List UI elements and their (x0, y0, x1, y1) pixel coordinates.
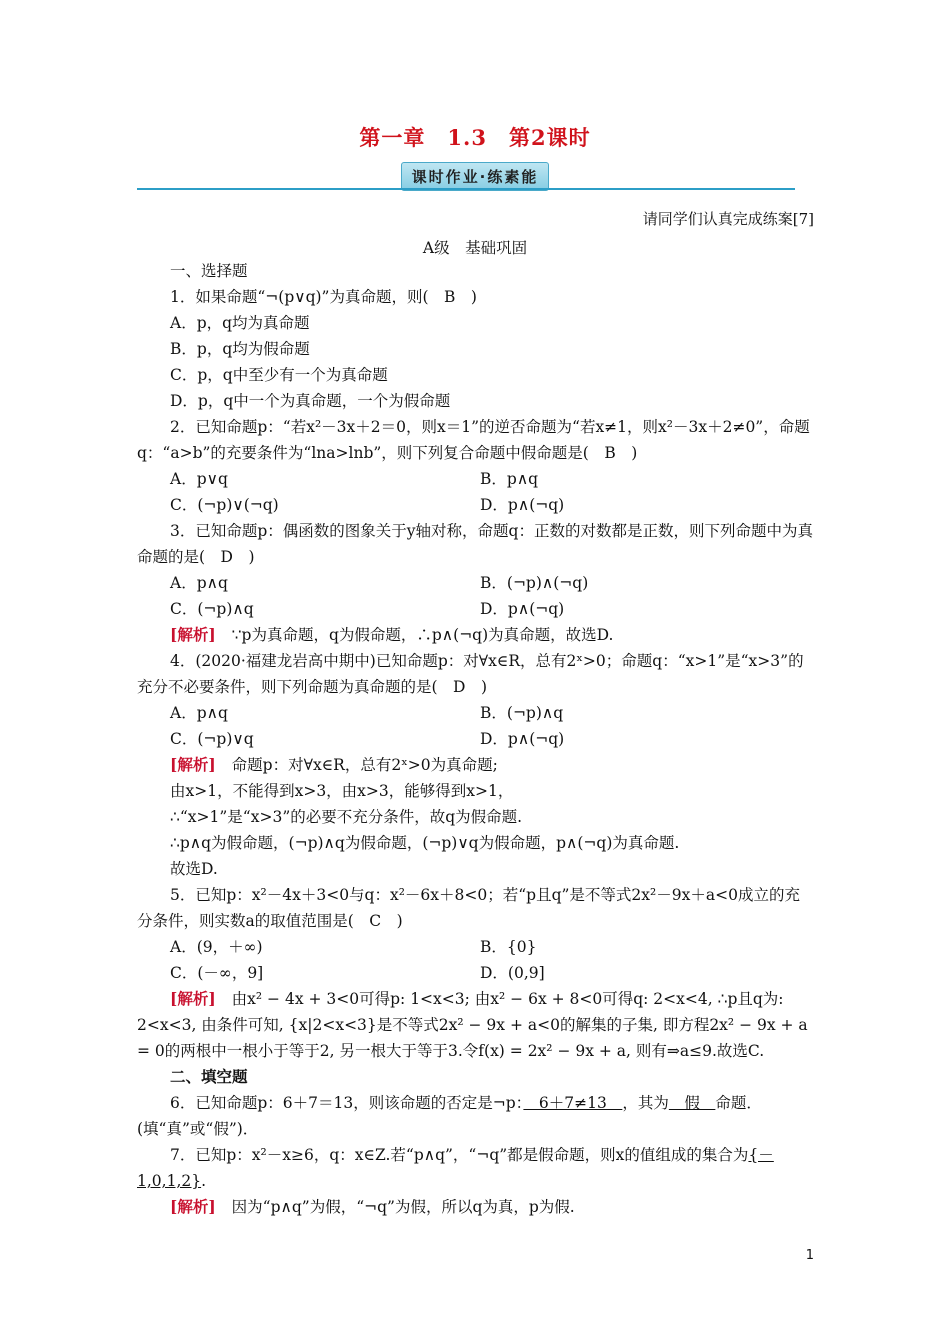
q7-post: . (201, 1172, 207, 1190)
q6-mid: ，其为 (622, 1094, 669, 1112)
q3-analysis-tag: [解析] (170, 625, 216, 644)
q1-stem: 1．如果命题“¬(p∨q)”为真命题，则( B ) (170, 288, 477, 306)
q3-options-row2 (137, 596, 813, 622)
level-heading: A级 基础巩固 (422, 239, 528, 257)
q7-stem (137, 1142, 813, 1194)
q5-option-b: B．{0} (480, 938, 537, 956)
q4-analysis-tag: [解析] (170, 755, 216, 774)
q4-option-d: D．p∧(¬q) (480, 730, 565, 748)
q4-option-b: B．(¬p)∧q (480, 704, 564, 722)
q4-option-a: A．p∧q (170, 704, 228, 722)
q5-analysis-tag: [解析] (170, 989, 216, 1008)
section-choice-heading: 一、选择题 (170, 262, 248, 280)
q2-options-row1 (137, 466, 813, 492)
q4-analysis-line5: 故选D. (170, 860, 218, 878)
q6-pre: 6．已知命题p：6＋7＝13，则该命题的否定是¬p： (170, 1094, 524, 1112)
q7-analysis-text: 因为“p∧q”为假，“¬q”为假，所以q为真，p为假. (231, 1198, 575, 1216)
q6-post: 命题．(填“真”或“假”)． (137, 1094, 762, 1138)
chapter-title: 第一章 1.3 第2课时 (359, 125, 591, 150)
q4-analysis-line3: ∴“x>1”是“x>3”的必要不充分条件，故q为假命题. (170, 808, 523, 826)
q6-stem (137, 1090, 813, 1142)
practice-note: 请同学们认真完成练案[7] (642, 210, 814, 228)
q4-stem: 4．(2020·福建龙岩高中期中)已知命题p：对∀x∈R，总有2ˣ>0；命题q：“x>1”是“x>3”的充分不必要条件，则下列命题为真命题的是( D ) (137, 652, 804, 696)
q2-options-row2 (137, 492, 813, 518)
q5-option-d: D．(0,9] (480, 964, 545, 982)
exercise-content (137, 258, 813, 1220)
q4-analysis-text1: 命题p：对∀x∈R，总有2ˣ>0为真命题; (231, 756, 498, 774)
q4-option-c: C．(¬p)∨q (170, 730, 254, 748)
q5-option-c: C．(－∞，9] (170, 964, 264, 982)
q3-option-c: C．(¬p)∧q (170, 600, 254, 618)
q2-option-b: B．p∧q (480, 470, 539, 488)
page-number: 1 (805, 1248, 814, 1263)
q2-option-d: D．p∧(¬q) (480, 496, 565, 514)
homework-banner: 课时作业·练素能 (401, 162, 550, 191)
q5-options-row1 (137, 934, 813, 960)
q6-blank-negation: 6＋7≠13 (523, 1094, 623, 1112)
q4-analysis-line2: 由x>1，不能得到x>3，由x>3，能够得到x>1， (170, 782, 514, 800)
q4-analysis-line1 (137, 752, 813, 778)
q1-option-c: C．p，q中至少有一个为真命题 (170, 366, 388, 384)
q4-options-row2 (137, 726, 813, 752)
q1-option-a: A．p，q均为真命题 (170, 314, 310, 332)
q5-stem: 5．已知p：x²－4x＋3<0与q：x²－6x＋8<0；若“p且q”是不等式2x²－9x＋a<0成立的充分条件，则实数a的取值范围是( C ) (137, 886, 800, 930)
q7-analysis (137, 1194, 813, 1220)
q7-analysis-tag: [解析] (170, 1197, 216, 1216)
q5-analysis-text: 由x² − 4x + 3<0可得p: 1<x<3; 由x² − 6x + 8<0可得q: 2<x<4, ∴p且q为: 2<x<3, 由条件可知, {x|2<x<3}是不等式2x² − 9x + a<0的解集的子集, 即方程2x² − 9x + a = 0的两根中一根小于等于2, 另一根大于等于3.令f(x) = 2x² − 9x + a, 则有⇒a≤9.故选C. (137, 990, 808, 1060)
q7-pre: 7．已知p：x²－x≥6，q：x∈Z.若“p∧q”，“¬q”都是假命题，则x的值组成的集合为 (170, 1146, 749, 1164)
q3-option-a: A．p∧q (170, 574, 228, 592)
q3-analysis-text: ∵p为真命题，q为假命题，∴p∧(¬q)为真命题，故选D. (231, 626, 614, 644)
q1-option-b: B．p，q均为假命题 (170, 340, 310, 358)
q3-stem: 3．已知命题p：偶函数的图象关于y轴对称，命题q：正数的对数都是正数，则下列命题中为真命题的是( D ) (137, 522, 813, 566)
q4-options-row1 (137, 700, 813, 726)
header-rule (137, 188, 795, 190)
q5-analysis (137, 986, 813, 1064)
q2-stem: 2．已知命题p：“若x²－3x＋2＝0，则x＝1”的逆否命题为“若x≠1，则x²－3x＋2≠0”，命题q：“a>b”的充要条件为“lna>lnb”，则下列复合命题中假命题是( B ) (137, 418, 810, 462)
q5-options-row2 (137, 960, 813, 986)
q3-option-d: D．p∧(¬q) (480, 600, 565, 618)
q1-option-d: D．p，q中一个为真命题，一个为假命题 (170, 392, 451, 410)
q2-option-a: A．p∨q (170, 470, 228, 488)
q6-blank-truth: 假 (668, 1094, 716, 1112)
q7-blank-set: {－1,0,1,2} (137, 1146, 774, 1190)
section-fill-heading: 二、填空题 (170, 1067, 248, 1086)
q5-option-a: A．(9，＋∞) (170, 938, 263, 956)
banner-container (0, 162, 950, 191)
q3-analysis (137, 622, 813, 648)
q3-options-row1 (137, 570, 813, 596)
q3-option-b: B．(¬p)∧(¬q) (480, 574, 589, 592)
q2-option-c: C．(¬p)∨(¬q) (170, 496, 279, 514)
q4-analysis-line4: ∴p∧q为假命题，(¬p)∧q为假命题，(¬p)∨q为假命题，p∧(¬q)为真命题. (170, 834, 680, 852)
